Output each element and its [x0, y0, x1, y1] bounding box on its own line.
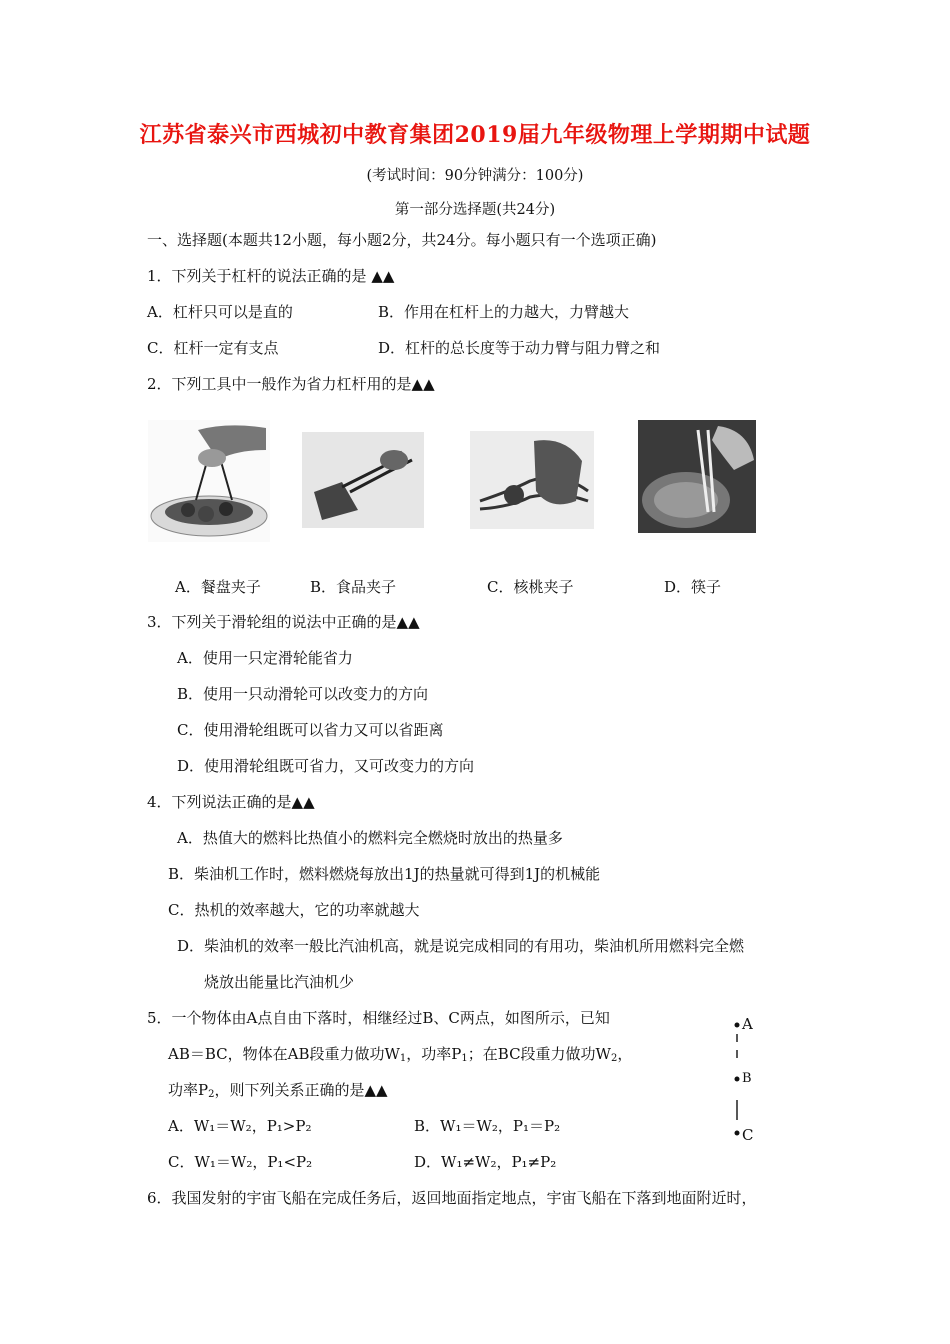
- q2-option-b: B．食品夹子: [310, 578, 397, 596]
- q3-stem: 3．下列关于滑轮组的说法中正确的是▲▲: [147, 613, 420, 631]
- q4-option-c: C．热机的效率越大，它的功率就越大: [168, 901, 420, 919]
- point-b-label: B: [742, 1071, 752, 1086]
- part-heading: 第一部分选择题(共24分): [394, 202, 556, 218]
- q3-option-a: A．使用一只定滑轮能省力: [177, 649, 353, 667]
- section-heading: 一、选择题(本题共12小题，每小题2分，共24分。每小题只有一个选项正确): [147, 231, 657, 249]
- q3-option-d: D．使用滑轮组既可省力，又可改变力的方向: [177, 757, 475, 775]
- chopsticks-photo: [638, 420, 756, 533]
- q5-option-c: C．W₁＝W₂，P₁<P₂: [168, 1153, 313, 1171]
- plate-tongs-photo: [148, 420, 270, 542]
- q3-option-b: B．使用一只动滑轮可以改变力的方向: [177, 685, 429, 703]
- exam-info: (考试时间：90分钟满分：100分): [366, 168, 584, 184]
- food-tongs-photo: [302, 432, 424, 528]
- point-c-label: C: [742, 1126, 754, 1144]
- q5-line3: 功率$P_2$，则下列关系正确的是▲▲: [168, 1081, 388, 1100]
- q4-option-d-line2: 烧放出能量比汽油机少: [204, 973, 355, 991]
- q5-line1: 5．一个物体由A点自由下落时，相继经过B、C两点，如图所示，已知: [147, 1009, 610, 1027]
- q2-option-c: C．核桃夹子: [487, 578, 574, 596]
- q4-option-d-line1: D．柴油机的效率一般比汽油机高，就是说完成相同的有用功，柴油机所用燃料完全燃: [177, 937, 745, 955]
- q5-option-d: D．W₁≠W₂，P₁≠P₂: [414, 1153, 557, 1171]
- q2-stem: 2．下列工具中一般作为省力杠杆用的是▲▲: [147, 375, 435, 393]
- q1-option-d: D．杠杆的总长度等于动力臂与阻力臂之和: [378, 339, 661, 357]
- q2-option-d: D．筷子: [664, 578, 722, 596]
- falling-path-figure: [728, 1012, 768, 1147]
- q1-option-c: C．杠杆一定有支点: [147, 339, 279, 357]
- q4-option-a: A．热值大的燃料比热值小的燃料完全燃烧时放出的热量多: [177, 829, 563, 847]
- q3-option-c: C．使用滑轮组既可以省力又可以省距离: [177, 721, 444, 739]
- q5-option-b: B．W₁＝W₂，P₁＝P₂: [414, 1117, 561, 1135]
- nutcracker-photo: [470, 431, 594, 529]
- q1-option-a: A．杠杆只可以是直的: [147, 303, 293, 321]
- q4-stem: 4．下列说法正确的是▲▲: [147, 793, 315, 811]
- q1-stem: 1．下列关于杠杆的说法正确的是 ▲▲: [147, 267, 395, 285]
- q1-option-b: B．作用在杠杆上的力越大，力臂越大: [378, 303, 630, 321]
- page-title: 江苏省泰兴市西城初中教育集团2019届九年级物理上学期期中试题: [139, 122, 811, 148]
- q5-option-a: A．W₁＝W₂，P₁>P₂: [168, 1117, 312, 1135]
- q4-option-b: B．柴油机工作时，燃料燃烧每放出1J的热量就可得到1J的机械能: [168, 865, 601, 883]
- q6-line1: 6．我国发射的宇宙飞船在完成任务后，返回地面指定地点，宇宙飞船在下落到地面附近时，: [147, 1189, 757, 1207]
- point-a-label: A: [742, 1015, 753, 1033]
- q2-option-a: A．餐盘夹子: [175, 578, 261, 596]
- q5-line2: AB＝BC，物体在AB段重力做功$W_1$，功率$P_1$；在BC段重力做功$W_2$，: [168, 1045, 633, 1064]
